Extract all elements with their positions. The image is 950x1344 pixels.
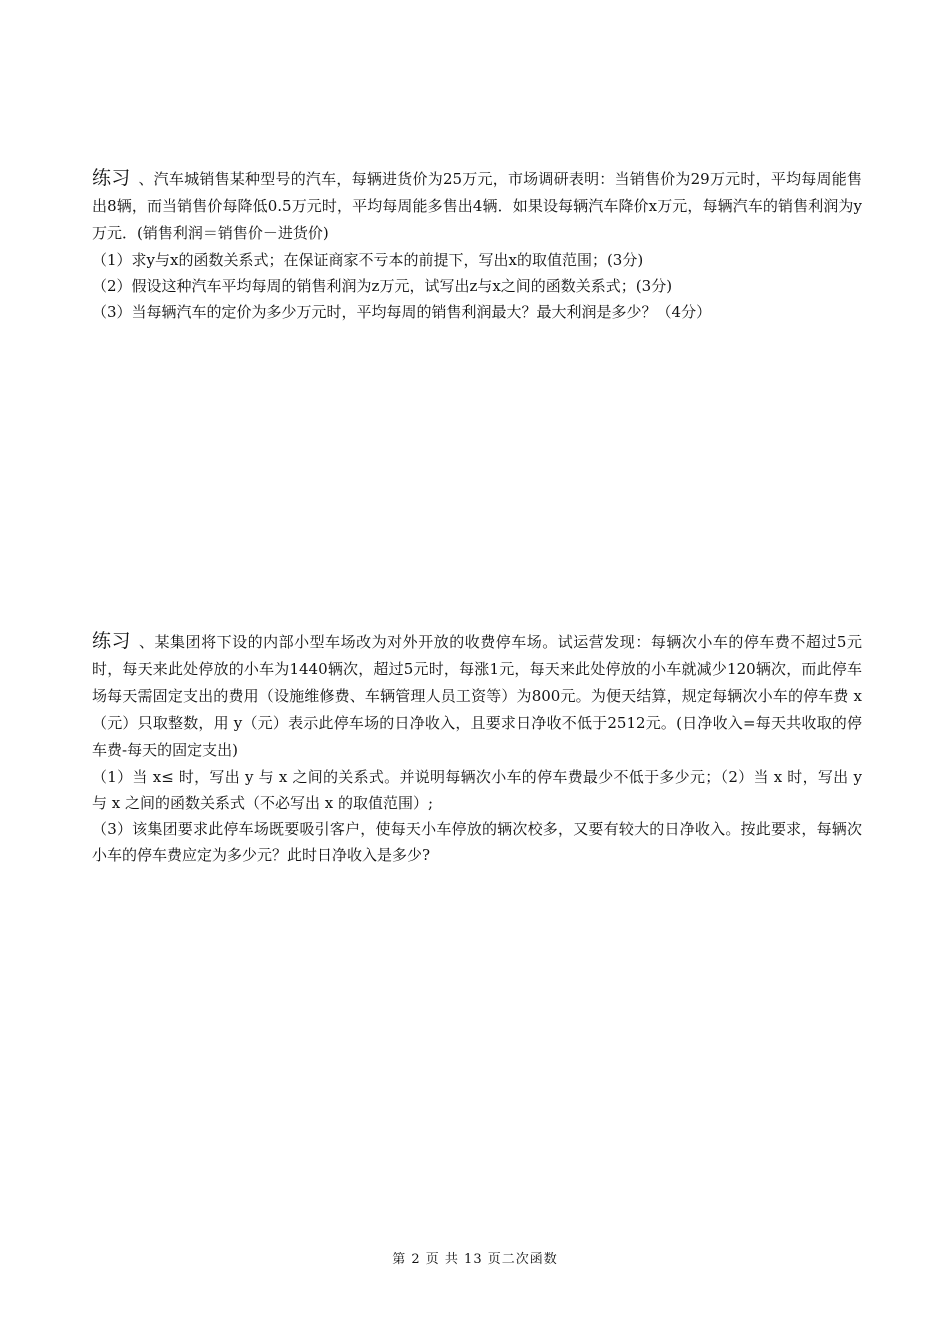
exercise-1-stem: 、汽车城销售某种型号的汽车，每辆进货价为25万元，市场调研表明：当销售价为29万元时，平均每周能售出8辆，而当销售价每降低0.5万元时，平均每周能多售出4辆．如果设每辆汽车降价x万元，每辆汽车的销售利润为y万元．(销售利润＝销售价－进货价) <box>92 170 862 242</box>
exercise-2-question-3: （3）该集团要求此停车场既要吸引客户，使每天小车停放的辆次校多，又要有较大的日净收入。按此要求，每辆次小车的停车费应定为多少元？此时日净收入是多少? <box>92 820 862 864</box>
exercise-1 <box>92 165 862 325</box>
exercise-2-question-1-2: （1）当 x≤ 时，写出 y 与 x 之间的关系式。并说明每辆次小车的停车费最少不低于多少元；（2）当 x 时，写出 y 与 x 之间的函数关系式（不必写出 x 的取值范围）; <box>92 768 862 812</box>
exercise-2-stem-paragraph <box>92 628 862 764</box>
exercise-1-question-1: （1）求y与x的函数关系式；在保证商家不亏本的前提下，写出x的取值范围；(3分) <box>92 251 644 269</box>
exercise-2-stem: 、某集团将下设的内部小型车场改为对外开放的收费停车场。试运营发现：每辆次小车的停车费不超过5元时，每天来此处停放的小车为1440辆次，超过5元时，每涨1元，每天来此处停放的小车就减少120辆次，而此停车场每天需固定支出的费用（设施维修费、车辆管理人员工资等）为800元。为便天结算，规定每辆次小车的停车费 x（元）只取整数，用 y（元）表示此停车场的日净收入，且要求日净收不低于2512元。(日净收入=每天共收取的停车费-每天的固定支出) <box>92 633 862 759</box>
exercise-1-question-2: （2）假设这种汽车平均每周的销售利润为z万元，试写出z与x之间的函数关系式；(3分) <box>92 277 673 295</box>
exercise-1-question-3: （3）当每辆汽车的定价为多少万元时，平均每周的销售利润最大？最大利润是多少？（4分） <box>92 303 712 321</box>
page-footer: 第 2 页 共 13 页二次函数 <box>392 1252 558 1267</box>
exercise-2-label: 练习 <box>92 630 132 652</box>
exercise-2 <box>92 628 862 868</box>
exercise-1-stem-paragraph <box>92 165 862 247</box>
exercise-1-label: 练习 <box>92 167 131 189</box>
